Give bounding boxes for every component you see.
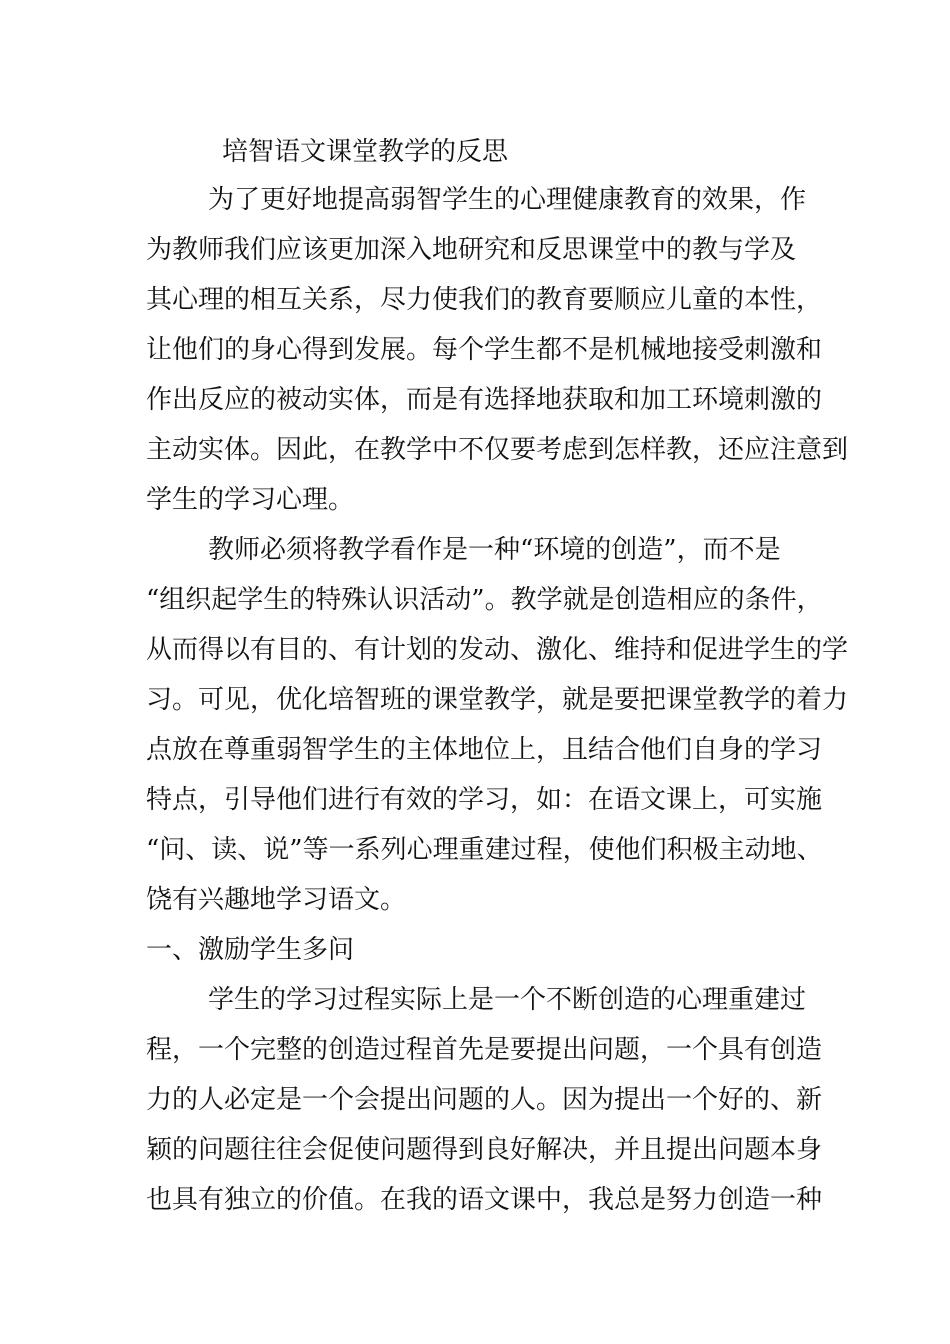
paragraph-line: 为教师我们应该更加深入地研究和反思课堂中的教与学及 [146, 235, 797, 265]
paragraph-line: 特点，引导他们进行有效的学习，如：在语文课上，可实施 [146, 785, 823, 815]
paragraph-line: 也具有独立的价值。在我的语文课中，我总是努力创造一种 [146, 1185, 823, 1215]
paragraph-line: 点放在尊重弱智学生的主体地位上，且结合他们自身的学习 [146, 735, 823, 765]
paragraph-line: 为了更好地提高弱智学生的心理健康教育的效果，作 [208, 185, 807, 215]
paragraph-line: 颖的问题往往会促使问题得到良好解决，并且提出问题本身 [146, 1135, 823, 1165]
paragraph-line: 教师必须将教学看作是一种“环境的创造”，而不是 [208, 535, 781, 565]
paragraph-line: 其心理的相互关系，尽力使我们的教育要顺应儿童的本性， [146, 285, 823, 315]
paragraph-line: “问、读、说”等一系列心理重建过程，使他们积极主动地、 [146, 835, 823, 865]
section-heading: 一、激励学生多问 [146, 935, 355, 965]
paragraph-line: 学生的学习过程实际上是一个不断创造的心理重建过 [208, 985, 807, 1015]
paragraph-line: 从而得以有目的、有计划的发动、激化、维持和促进学生的学 [146, 635, 849, 665]
paragraph-line: 习。可见，优化培智班的课堂教学，就是要把课堂教学的着力 [146, 685, 849, 715]
paragraph-line: 作出反应的被动实体，而是有选择地获取和加工环境刺激的 [146, 385, 823, 415]
page-title: 培智语文课堂教学的反思 [222, 137, 509, 167]
paragraph-line: 力的人必定是一个会提出问题的人。因为提出一个好的、新 [146, 1085, 823, 1115]
paragraph-line: 学生的学习心理。 [146, 485, 355, 515]
paragraph-line: 饶有兴趣地学习语文。 [146, 885, 407, 915]
paragraph-line: “组织起学生的特殊认识活动”。教学就是创造相应的条件， [146, 585, 823, 615]
paragraph-line: 程，一个完整的创造过程首先是要提出问题，一个具有创造 [146, 1035, 823, 1065]
paragraph-line: 让他们的身心得到发展。每个学生都不是机械地接受刺激和 [146, 335, 823, 365]
paragraph-line: 主动实体。因此，在教学中不仅要考虑到怎样教，还应注意到 [146, 435, 849, 465]
